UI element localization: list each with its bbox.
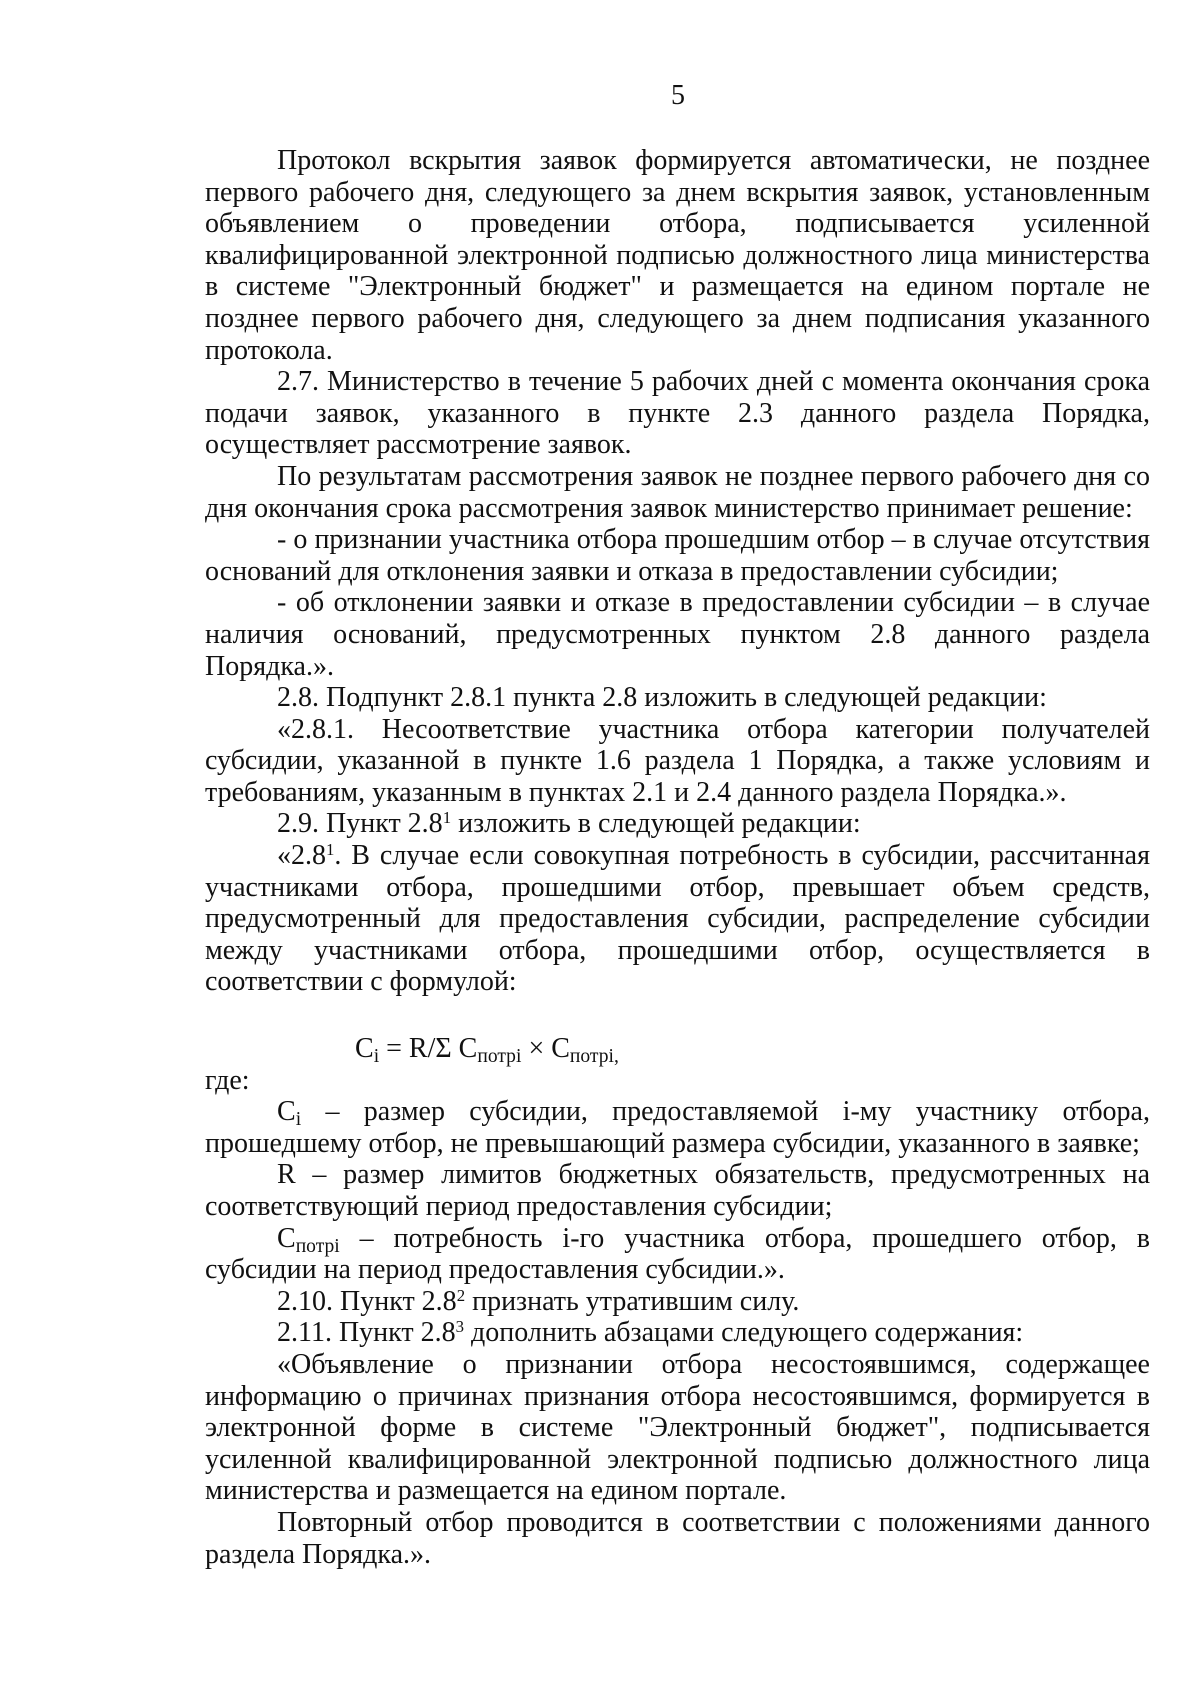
paragraph-2-8-1: «2.8.1. Несоответствие участника отбора категории получателей субсидии, указанной в пункте 1.6 раздела 1 Порядка, а также условиям и требованиям, указанным в пунктах 2.1 и 2.4 данного раздела Порядка.». (205, 713, 1150, 808)
formula (205, 1033, 1150, 1065)
formula-sub-potr-2: потрi, (569, 1045, 619, 1067)
paragraph-2-9-text-start: 2.9. Пункт 2.8 (277, 808, 443, 840)
paragraph-2-7: 2.7. Министерство в течение 5 рабочих дней с момента окончания срока подачи заявок, указанного в пункте 2.3 данного раздела Порядка, осуществляет рассмотрение заявок. (205, 366, 1150, 461)
formula-sub-i: i (373, 1045, 380, 1067)
paragraph-protocol: Протокол вскрытия заявок формируется автоматически, не позднее первого рабочего дня, следующего за днем вскрытия заявок, установленным объявлением о проведении отбора, подписывается усиленной квалифицированной электронной подписью должностного лица министерства в системе "Электронный бюджет" и размещается на едином портале не позднее первого рабочего дня, следующего за днем подписания указанного протокола. (205, 145, 1150, 366)
paragraph-2-9-text-end: изложить в следующей редакции: (451, 808, 861, 840)
definition-cpotr: $C_{потрi}$ – потребность i-го участника отбора, прошедшего отбор, в субсидии на период предоставления субсидии.». (205, 1222, 1150, 1286)
superscript: 1 (326, 839, 335, 859)
document-body (205, 145, 1150, 1570)
definition-r: R – размер лимитов бюджетных обязательств, предусмотренных на соответствующий период предоставления субсидии; (205, 1159, 1150, 1222)
paragraph-repeat-selection: Повторный отбор проводится в соответствии с положениями данного раздела Порядка.». (205, 1506, 1150, 1570)
formula-sub-potr-1: потрi (477, 1045, 522, 1067)
paragraph-decision-reject: - об отклонении заявки и отказе в предоставлении субсидии – в случае наличия оснований, предусмотренных пунктом 2.8 данного раздела Порядка.». (205, 587, 1150, 682)
superscript: 1 (442, 808, 452, 828)
paragraph-2-11: 2.11. Пункт $2.8^3$ дополнить абзацами следующего содержания: (277, 1317, 1024, 1349)
paragraph-decision-accept: - о признании участника отбора прошедшим отбор – в случае отсутствия оснований для отклонения заявки и отказа в предоставлении субсидии; (205, 524, 1150, 587)
paragraph-announcement: «Объявление о признании отбора несостоявшимся, содержащее информацию о причинах признания отбора несостоявшимся, формируется в электронной форме в системе "Электронный бюджет", подписывается усиленной квалифицированной электронной подписью должностного лица министерства и размещается на едином портале. (205, 1348, 1150, 1507)
superscript: 2 (456, 1285, 466, 1305)
formula-times: × C (521, 1033, 570, 1065)
page-number: 5 (671, 80, 685, 111)
paragraph-2-8-1-quote (205, 840, 1150, 998)
paragraph-2-9 (205, 808, 1150, 840)
paragraph-quote-end: . В случае если совокупная потребность в субсидии, рассчитанная участниками отбора, прошедшими отбор, превышает объем средств, предусмотренный для предоставления субсидии, распределение субсидии между участниками отбора, прошедшими отбор, осуществляется в соответствии с формулой: (205, 840, 1150, 998)
paragraph-review-results: По результатам рассмотрения заявок не позднее первого рабочего дня со дня окончания срока рассмотрения заявок министерство принимает решение: (205, 460, 1150, 524)
definition-ci: $C_i$ – размер субсидии, предоставляемой i-му участнику отбора, прошедшему отбор, не превышающий размера субсидии, указанного в заявке; (205, 1096, 1150, 1159)
paragraph-2-10: 2.10. Пункт $2.8^2$ признать утратившим силу. (277, 1285, 800, 1317)
superscript: 3 (455, 1317, 465, 1337)
formula-mid: = R/Σ C (379, 1033, 478, 1065)
paragraph-2-8: 2.8. Подпункт 2.8.1 пункта 2.8 изложить в следующей редакции: (277, 682, 1047, 714)
formula-ci: C (355, 1033, 374, 1065)
where-label: где: (205, 1064, 250, 1096)
paragraph-quote-start: «2.8 (277, 840, 326, 872)
